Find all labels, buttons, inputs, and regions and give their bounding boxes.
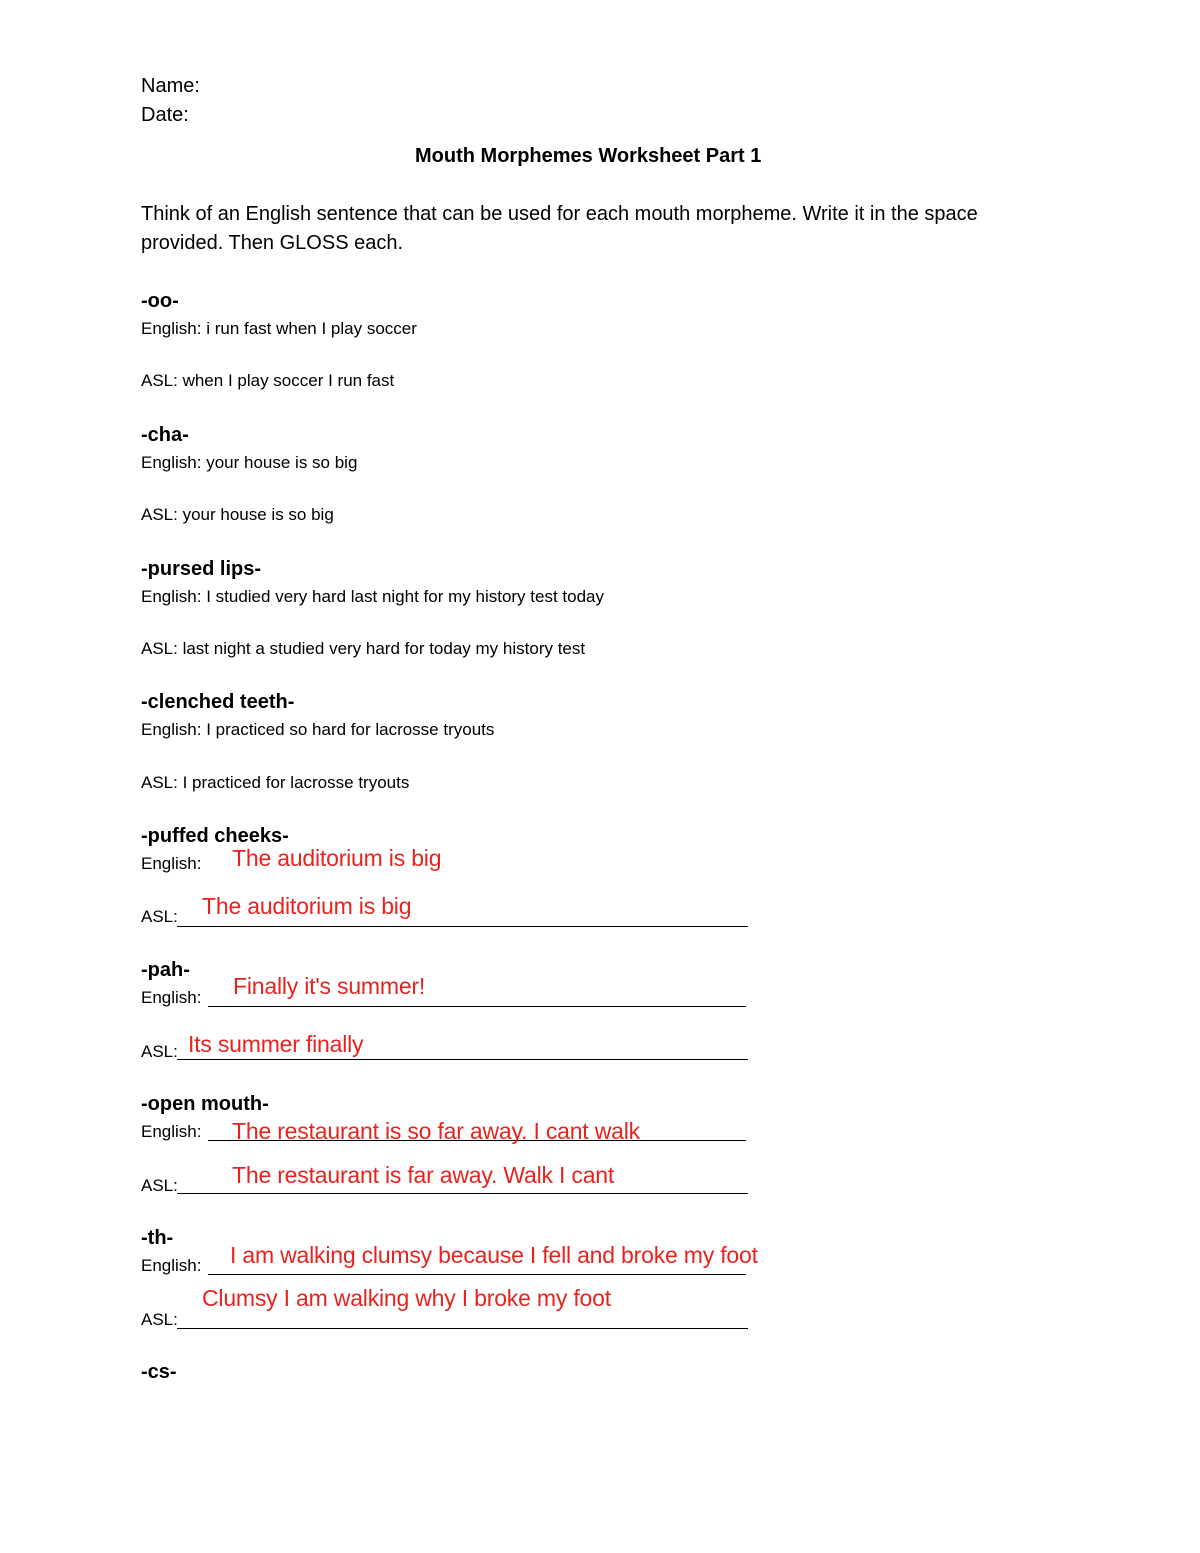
instructions-line-1: Think of an English sentence that can be used for each mouth morpheme. Write it in the space bbox=[141, 203, 978, 225]
open-mouth-english-answer[interactable]: The restaurant is so far away. I cant walk bbox=[232, 1118, 640, 1144]
oo-asl-gloss: ASL: when I play soccer I run fast bbox=[141, 371, 395, 390]
pah-english-answer-line bbox=[208, 1006, 746, 1007]
morpheme-heading-th: -th- bbox=[141, 1227, 174, 1249]
th-english-answer[interactable]: I am walking clumsy because I fell and broke my foot bbox=[230, 1242, 758, 1268]
pah-asl-label: ASL: bbox=[141, 1042, 178, 1061]
morpheme-heading-oo: -oo- bbox=[141, 290, 179, 312]
puffed-cheeks-asl-answer[interactable]: The auditorium is big bbox=[202, 893, 412, 919]
open-mouth-english-label: English: bbox=[141, 1122, 202, 1141]
clenched-teeth-asl-gloss: ASL: I practiced for lacrosse tryouts bbox=[141, 773, 410, 792]
pah-asl-answer[interactable]: Its summer finally bbox=[188, 1031, 364, 1057]
worksheet-title: Mouth Morphemes Worksheet Part 1 bbox=[415, 145, 762, 167]
th-asl-label: ASL: bbox=[141, 1310, 178, 1329]
name-label: Name: bbox=[141, 75, 200, 97]
morpheme-heading-cha: -cha- bbox=[141, 424, 189, 446]
puffed-cheeks-asl-label: ASL: bbox=[141, 907, 178, 926]
pah-english-answer[interactable]: Finally it's summer! bbox=[233, 973, 426, 999]
pah-asl-answer-line bbox=[177, 1059, 748, 1060]
clenched-teeth-english-sentence: English: I practiced so hard for lacrosse tryouts bbox=[141, 720, 495, 739]
th-english-label: English: bbox=[141, 1256, 202, 1275]
puffed-cheeks-english-answer[interactable]: The auditorium is big bbox=[232, 845, 442, 871]
open-mouth-asl-answer[interactable]: The restaurant is far away. Walk I cant bbox=[232, 1162, 615, 1188]
oo-english-sentence: English: i run fast when I play soccer bbox=[141, 319, 417, 338]
th-english-answer-line bbox=[208, 1274, 746, 1275]
morpheme-heading-pursed-lips: -pursed lips- bbox=[141, 558, 262, 580]
pah-english-label: English: bbox=[141, 988, 202, 1007]
morpheme-heading-clenched-teeth: -clenched teeth- bbox=[141, 691, 295, 713]
cha-english-sentence: English: your house is so big bbox=[141, 453, 358, 472]
pursed-lips-asl-gloss: ASL: last night a studied very hard for today my history test bbox=[141, 639, 586, 658]
pursed-lips-english-sentence: English: I studied very hard last night for my history test today bbox=[141, 587, 604, 606]
puffed-cheeks-english-label: English: bbox=[141, 854, 202, 873]
morpheme-heading-cs: -cs- bbox=[141, 1361, 177, 1383]
th-asl-answer-line bbox=[177, 1328, 748, 1329]
open-mouth-asl-label: ASL: bbox=[141, 1176, 178, 1195]
morpheme-heading-pah: -pah- bbox=[141, 959, 190, 981]
th-asl-answer[interactable]: Clumsy I am walking why I broke my foot bbox=[202, 1285, 611, 1311]
puffed-cheeks-asl-answer-line bbox=[177, 926, 748, 927]
open-mouth-asl-answer-line bbox=[177, 1193, 748, 1194]
cha-asl-gloss: ASL: your house is so big bbox=[141, 505, 334, 524]
instructions-line-2: provided. Then GLOSS each. bbox=[141, 232, 404, 254]
morpheme-heading-open-mouth: -open mouth- bbox=[141, 1093, 269, 1115]
date-label: Date: bbox=[141, 104, 189, 126]
morpheme-heading-puffed-cheeks: -puffed cheeks- bbox=[141, 825, 289, 847]
